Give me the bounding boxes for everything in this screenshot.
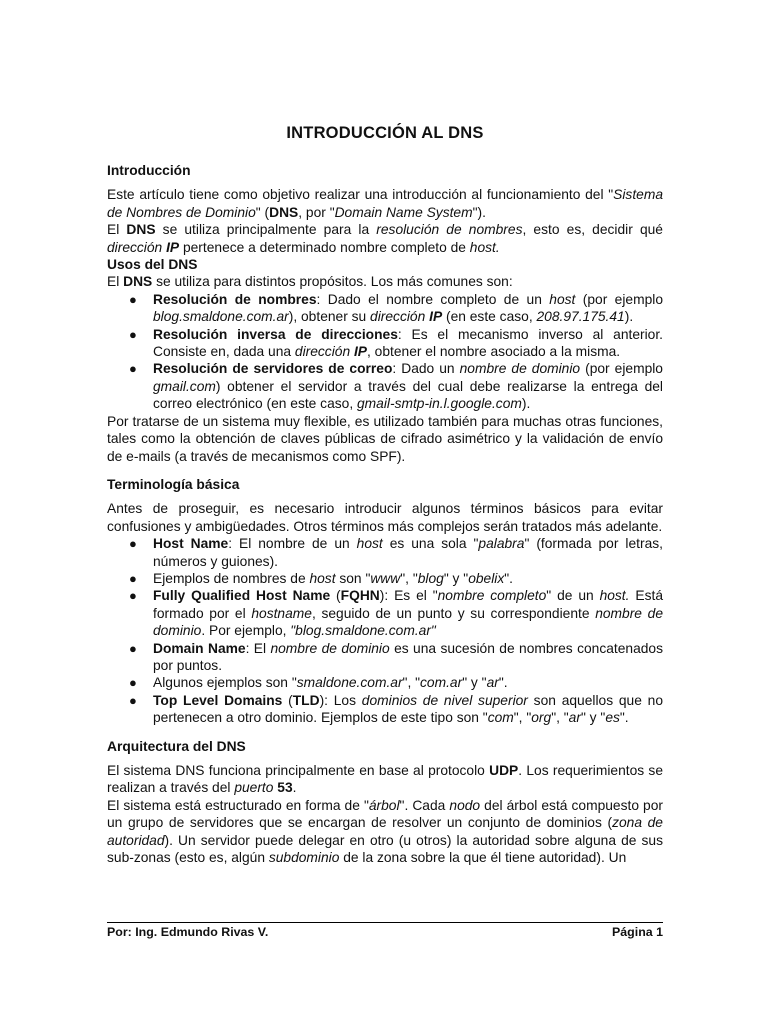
- heading-terminologia: Terminología básica: [107, 476, 240, 492]
- list-item: ● Top Level Domains (TLD): Los dominios de nivel superior son aquellos que no pertenecen a otro dominio. Ejemplos de este tipo son "com", "org", "ar" y "es".: [129, 692, 664, 726]
- heading-usos: Usos del DNS: [107, 257, 198, 273]
- terminologia-list: [107, 535, 663, 726]
- bullet-icon: ●: [129, 536, 137, 552]
- bullet-icon: ●: [129, 692, 137, 708]
- list-item: ● Algunos ejemplos son "smaldone.com.ar", "com.ar" y "ar".: [129, 675, 508, 691]
- bullet-icon: ●: [129, 361, 137, 377]
- heading-introduccion: Introducción: [107, 163, 191, 178]
- footer-page-number: Página 1: [612, 925, 663, 939]
- document-title: INTRODUCCIÓN AL DNS: [286, 124, 484, 142]
- paragraph-terminologia-1: Antes de proseguir, es necesario introducir algunos términos básicos para evitar confusiones y ambigüedades. Otros términos más complejos serán tratados más adelante.: [107, 501, 663, 534]
- bullet-icon: ●: [129, 588, 137, 604]
- bullet-icon: ●: [129, 570, 137, 586]
- list-item: ● Domain Name: El nombre de dominio es una sucesión de nombres concatenados por puntos.: [129, 640, 664, 673]
- bullet-icon: ●: [129, 675, 137, 691]
- heading-arquitectura: Arquitectura del DNS: [107, 738, 246, 754]
- list-item: ● Ejemplos de nombres de host son "www", "blog" y "obelix".: [129, 570, 513, 586]
- list-item: ● Resolución de nombres: Dado el nombre completo de un host (por ejemplo blog.smaldone.com.ar), obtener su dirección IP (en este caso, 208.97.175.41).: [129, 291, 663, 325]
- paragraph-intro-1: Este artículo tiene como objetivo realizar una introducción al funcionamiento del "Sistema de Nombres de Dominio" (DNS, por "Domain Name System").: [107, 187, 663, 220]
- document-page: [107, 124, 663, 866]
- paragraph-usos-2: Por tratarse de un sistema muy flexible, es utilizado también para muchas otras funciones, tales como la obtención de claves públicas de cifrado asimétrico y la validación de envío de e-mails (a través de mecanismos como SPF).: [107, 413, 663, 464]
- paragraph-usos-1: El DNS se utiliza para distintos propósitos. Los más comunes son:: [107, 274, 513, 290]
- page-footer: [107, 922, 663, 939]
- list-item: ● Resolución inversa de direcciones: Es el mecanismo inverso al anterior. Consiste en, dada una dirección IP, obtener el nombre asociado a la misma.: [129, 326, 664, 360]
- list-item: ● Resolución de servidores de correo: Dado un nombre de dominio (por ejemplo gmail.com) obtener el servidor a través del cual debe realizarse la entrega del correo electrónico (en este caso, gmail-smtp-in.l.google.com).: [129, 361, 663, 412]
- paragraph-intro-2: El DNS se utiliza principalmente para la resolución de nombres, esto es, decidir qué dirección IP pertenece a determinado nombre completo de host.: [107, 222, 663, 255]
- usos-list: [107, 291, 663, 413]
- bullet-icon: ●: [129, 291, 137, 307]
- footer-author: Por: Ing. Edmundo Rivas V.: [107, 925, 269, 939]
- list-item: ● Host Name: El nombre de un host es una sola "palabra" (formada por letras, números y guiones).: [129, 536, 663, 569]
- bullet-icon: ●: [129, 640, 137, 656]
- list-item: ● Fully Qualified Host Name (FQHN): Es el "nombre completo" de un host. Está formado por el hostname, seguido de un punto y su correspondiente nombre de dominio. Por ejemplo, "blog.smaldone.com.ar": [129, 588, 663, 639]
- bullet-icon: ●: [129, 326, 137, 342]
- paragraph-arquitectura-1: El sistema DNS funciona principalmente en base al protocolo UDP. Los requerimientos se realizan a través del puerto 53.: [107, 763, 663, 796]
- paragraph-arquitectura-2: El sistema está estructurado en forma de "árbol". Cada nodo del árbol está compuesto por un grupo de servidores que se encargan de resolver un conjunto de dominios (zona de autoridad). Un servidor puede delegar en otro (u otros) la autoridad sobre alguna de sus sub-zonas (esto es, algún subdominio de la zona sobre la que él tiene autoridad). Un: [107, 797, 663, 866]
